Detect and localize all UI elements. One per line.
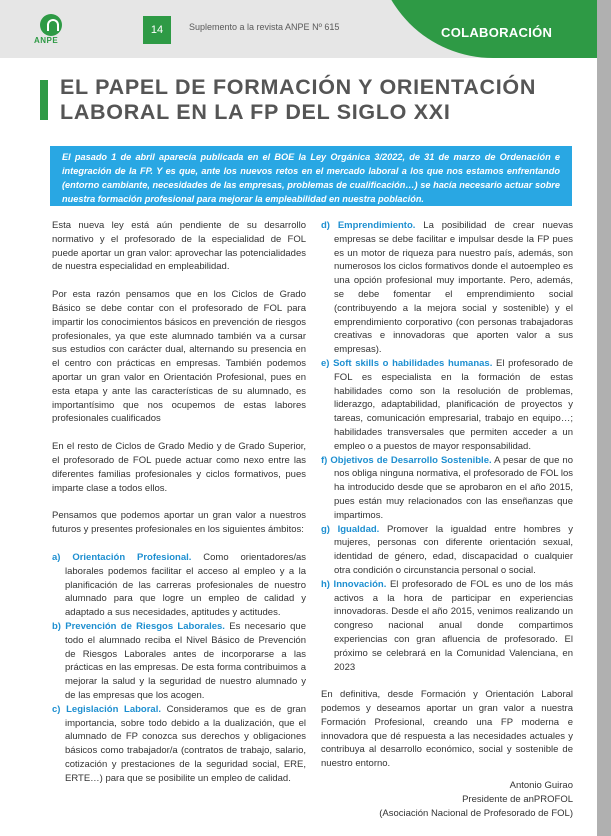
left-column <box>52 219 306 785</box>
item-label: h) Innovación. <box>321 578 387 590</box>
page-number: 14 <box>143 16 171 44</box>
item-text: Promover la igualdad entre hombres y mujeres, personas con diferente orientación sexual, identidad de género, edad, discapacidad o cualquier otra condición o circunstancia personal o social. <box>334 523 573 576</box>
item-label: a) Orientación Profesional. <box>52 551 192 563</box>
lead-text: El pasado 1 de abril aparecía publicada en el BOE la Ley Orgánica 3/2022, de 31 de marzo de Ordenación e integración de la FP. Y es que, ante los nuevos retos en el mercado laboral a los que nos estamos enfrentando (entorno cambiante, necesidades de las empresas, problemas de cualificación…) se hacía necesario actuar sobre nuestra formación profesional para mejorar la empleabilidad en nuestra población. <box>62 152 560 204</box>
paragraph: En el resto de Ciclos de Grado Medio y de Grado Superior, el profesorado de FOL puede actuar como nexo entre las diferentes familias profesionales y ciclos formativos, pues imparte clase a todos ellos. <box>52 441 306 494</box>
section-label: COLABORACIÓN <box>441 25 553 40</box>
lead-box <box>50 146 572 206</box>
item-text: La posibilidad de crear nuevas empresas se debe facilitar e impulsar desde la FP pues es un motor de riqueza para nuestro país, además, son numerosos los ciclos formativos donde el autoempleo es una opción profesional muy importante. Pero, además, se debe fomentar el emprendimiento social (contribuyendo a la mejora social y sostenible) y el emprendimiento corporativo (con personas trabajadoras creativas e innovadoras que aporten valor a sus empresas). <box>334 220 573 356</box>
anpe-logo <box>34 14 74 48</box>
item-text: Consideramos que es de gran importancia, sobre todo debido a la dualización, que el alumnado de FP conozca sus derechos y obligaciones básicos como trabajador/a (contratos de trabajo, salario, cotización y prestaciones de la seguridad social, ERE, ERTE…) para que se posibilite un empleo de calidad. <box>65 703 306 784</box>
author-name: Antonio Guirao <box>509 780 573 792</box>
list-item <box>321 357 573 454</box>
item-text: Como orientadores/as laborales podemos facilitar el acceso al empleo y a la planificación de las carreras profesionales de nuestro alumnado para que logre un empleo de calidad y adaptado a sus necesidades, aptitudes y actitudes. <box>65 551 306 619</box>
item-text: El profesorado de FOL es especialista en la formación de estas habilidades como son la resolución de problemas, liderazgo, adaptabilidad, planificación de proyectos y tareas, comunicación empresarial, trabajo en equipo…; habilidades transversales que permiten acceder a un empleo o a puestos de mayor responsabilidad. <box>334 357 574 452</box>
list-item <box>321 219 573 357</box>
supplement-label: Suplemento a la revista ANPE Nº 615 <box>189 22 340 32</box>
author-role: Presidente de anPROFOL <box>462 793 573 805</box>
item-label: c) Legislación Laboral. <box>52 703 161 715</box>
item-label: d) Emprendimiento. <box>321 220 416 231</box>
item-label: f) Objetivos de Desarrollo Sostenible. <box>321 454 492 466</box>
list-item <box>321 454 573 523</box>
list-item <box>52 703 306 786</box>
title-accent-bar <box>40 80 48 120</box>
item-text: A pesar de que no nos obliga ninguna normativa, el profesorado de FOL los ha introducido desde que se aprobaron en el año 2015, pues están muy relacionados con las enseñanzas que impartimos. <box>334 454 573 521</box>
item-text: El profesorado de FOL es uno de los más activos a la hora de participar en experiencias innovadoras. Desde el año 2015, venimos realizando un congreso nacional anual donde compartimos experiencias con gran afluencia de profesorado. El próximo se celebrará en la Comunidad Valenciana, en 2023 <box>334 578 574 673</box>
list-item <box>321 578 573 675</box>
paragraph: Por esta razón pensamos que en los Ciclos de Grado Básico se debe contar con el profesorado de FOL para impartir los conocimientos básicos en prevención de riesgos profesionales, ya que este alumnado también va a cursar sus estudios con carácter dual, alternando su presencia en el centro con prácticas en empresas. También podemos aportar un gran valor en Orientación Profesional, pues en esta etapa y ante las características de su alumnado, es importantísimo que nos ocupemos de estas labores profesionales cualificados <box>52 289 306 425</box>
signature <box>321 779 573 820</box>
list-item <box>52 551 306 620</box>
item-label: b) Prevención de Riesgos Laborales. <box>52 620 225 632</box>
logo-mark-icon <box>40 14 62 36</box>
item-label: g) Igualdad. <box>321 523 380 535</box>
author-organization: (Asociación Nacional de Profesorado de FOL) <box>379 807 573 819</box>
conclusion-paragraph: En definitiva, desde Formación y Orientación Laboral podemos y deseamos aportar un gran valor a nuestra Formación Profesional, creando una FP moderna e innovadora que dé respuesta a las necesidades actuales y contribuya al desarrollo económico, social y sostenible de nuestro entorno. <box>321 689 573 770</box>
list-item <box>321 523 573 578</box>
article-title: EL PAPEL DE FORMACIÓN Y ORIENTACIÓN LABORAL EN LA FP DEL SIGLO XXI <box>60 75 537 124</box>
page-edge <box>597 0 611 836</box>
item-label: e) Soft skills o habilidades humanas. <box>321 357 493 369</box>
right-column <box>321 219 573 820</box>
paragraph: Pensamos que podemos aportar un gran valor a nuestros futuros y presentes profesionales en los siguientes ámbitos: <box>52 510 306 536</box>
item-text: Es necesario que todo el alumnado reciba el Nivel Básico de Prevención de Riesgos Laborales antes de incorporarse a las prácticas en las empresas. De esta forma contribuimos a mejorar la salud y la seguridad de nuestro alumnado y de las empresas que los acogen. <box>65 620 306 701</box>
logo-text: ANPE <box>34 36 59 45</box>
paragraph: Esta nueva ley está aún pendiente de su desarrollo normativo y el profesorado de la especialidad de FOL puede aportar un gran valor: aprovechar las potencialidades de nuestra especialidad en empleabilidad. <box>52 220 306 273</box>
list-item <box>52 620 306 703</box>
